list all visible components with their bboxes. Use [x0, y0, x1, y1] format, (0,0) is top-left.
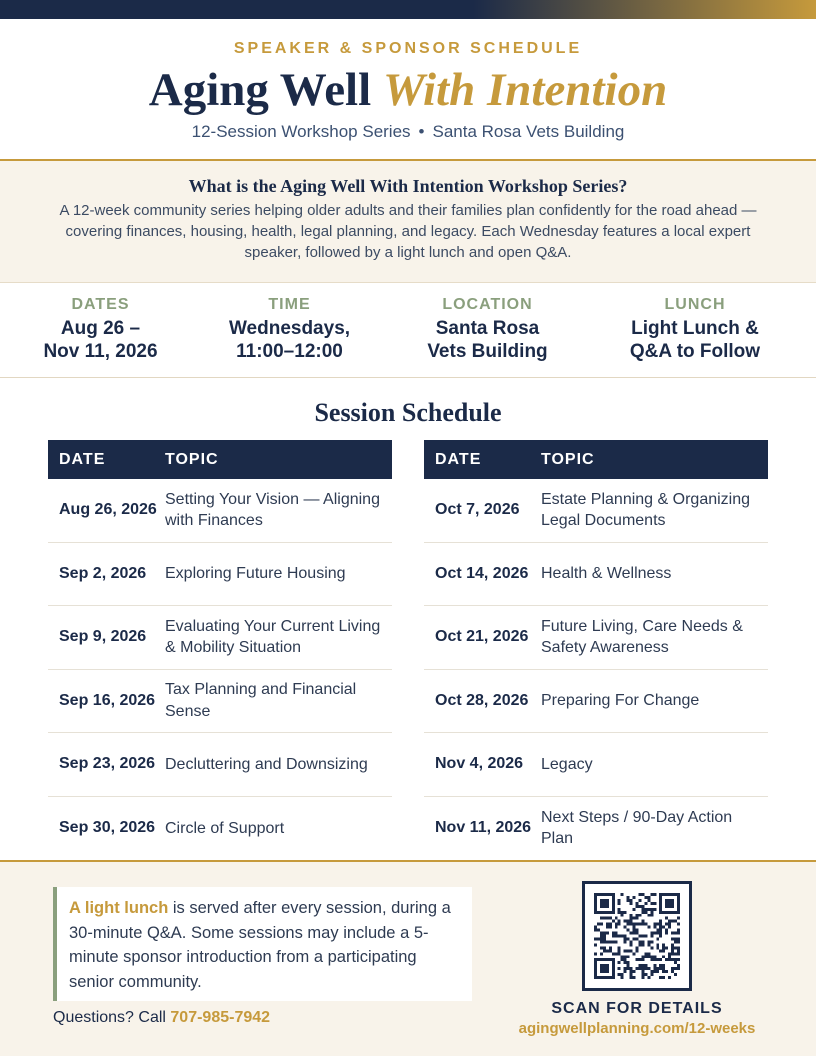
schedule-title: Session Schedule [314, 398, 502, 427]
table-row [48, 606, 392, 670]
session-topic: Setting Your Vision — Aligning with Finances [165, 490, 380, 530]
info-value-line: Q&A to Follow [629, 341, 761, 362]
session-topic: Legacy [541, 755, 593, 773]
session-date: Aug 26, 2026 [59, 501, 157, 519]
table-row [48, 670, 392, 734]
questions-label: Questions? Call [53, 1009, 171, 1026]
lunch-note-text: is served after every session, during a 30-minute Q&A. Some sessions may include a 5-minute sponsor introduction from a participating senior community. [69, 899, 451, 991]
info-value-line: Nov 11, 2026 [43, 341, 158, 362]
info-label: TIME [268, 296, 311, 313]
questions-line [53, 1009, 270, 1027]
info-label: DATES [71, 296, 130, 313]
session-date: Sep 2, 2026 [59, 564, 147, 582]
info-lunch [597, 283, 793, 377]
title-accent: With Intention [382, 64, 668, 116]
table-row [424, 670, 768, 734]
table-row [424, 543, 768, 607]
table-row [48, 797, 392, 861]
subtitle-separator: • [418, 122, 425, 141]
table-row [48, 543, 392, 607]
session-date: Oct 28, 2026 [435, 691, 529, 709]
info-dates [0, 283, 201, 377]
session-date: Sep 30, 2026 [59, 819, 156, 837]
page-title [0, 61, 816, 119]
session-date: Oct 21, 2026 [435, 628, 529, 646]
session-topic: Tax Planning and Financial Sense [165, 681, 357, 720]
info-time [201, 283, 378, 377]
subtitle-venue: Santa Rosa Vets Building [432, 122, 625, 141]
about-heading: What is the Aging Well With Intention Workshop Series? [188, 176, 628, 196]
session-topic: Future Living, Care Needs & Safety Awareness [541, 617, 743, 657]
session-topic: Estate Planning & Organizing Legal Documents [541, 490, 751, 530]
session-date: Nov 4, 2026 [435, 755, 524, 773]
session-date: Oct 7, 2026 [435, 501, 520, 519]
session-topic: Preparing For Change [541, 692, 700, 709]
session-topic: Exploring Future Housing [165, 565, 346, 582]
page-header [0, 19, 816, 160]
page-footer [0, 860, 816, 1056]
info-value-line: Wednesdays, [228, 318, 351, 339]
phone-link[interactable]: 707-985-7942 [170, 1009, 271, 1026]
session-date: Oct 14, 2026 [435, 564, 529, 582]
subtitle-series: 12-Session Workshop Series [191, 122, 411, 141]
qr-code-graphic [594, 893, 680, 979]
table-row [48, 479, 392, 543]
table-header [424, 440, 768, 479]
session-date: Sep 23, 2026 [59, 755, 156, 773]
info-location [378, 283, 597, 377]
lunch-note [53, 887, 472, 1001]
scan-label: SCAN FOR DETAILS [551, 1000, 723, 1017]
schedule-table-right [424, 440, 768, 860]
col-date-header: DATE [435, 450, 482, 468]
session-topic: Circle of Support [165, 819, 285, 837]
info-value-line: Aug 26 – [60, 318, 141, 339]
session-topic: Decluttering and Downsizing [165, 755, 368, 773]
col-topic-header: TOPIC [541, 450, 595, 468]
page-subtitle [0, 122, 816, 142]
session-date: Sep 9, 2026 [59, 628, 147, 646]
about-body: A 12-week community series helping older adults and their families plan confidently for the road ahead — covering finances, housing, health, legal planning, and legacy. Each Wednesday features a local expert speaker, followed by a light lunch and open Q&A. [59, 202, 757, 261]
info-value [597, 317, 793, 363]
info-value-line: Vets Building [427, 341, 548, 362]
info-value [201, 317, 378, 363]
col-topic-header: TOPIC [165, 450, 219, 468]
session-topic: Next Steps / 90-Day Action Plan [541, 808, 733, 848]
website-link[interactable]: agingwellplanning.com/12-weeks [518, 1020, 756, 1037]
info-label: LOCATION [442, 296, 533, 313]
table-row [424, 797, 768, 861]
schedule-table-left [48, 440, 392, 860]
info-strip [0, 283, 816, 378]
qr-code-icon[interactable] [582, 881, 692, 991]
top-accent-bar [0, 0, 816, 19]
about-section [0, 159, 816, 283]
table-row [424, 733, 768, 797]
info-label: LUNCH [664, 296, 726, 313]
col-date-header: DATE [59, 450, 106, 468]
table-header [48, 440, 392, 479]
session-topic: Health & Wellness [541, 565, 672, 582]
info-value-line: 11:00–12:00 [236, 341, 343, 362]
info-value-line: Santa Rosa [435, 318, 540, 339]
eyebrow-label: SPEAKER & SPONSOR SCHEDULE [233, 40, 583, 57]
session-date: Nov 11, 2026 [435, 819, 532, 837]
info-value [0, 317, 201, 363]
table-row [424, 606, 768, 670]
title-main: Aging Well [148, 64, 383, 116]
table-row [424, 479, 768, 543]
info-value [378, 317, 597, 363]
session-topic: Evaluating Your Current Living & Mobility Situation [165, 617, 381, 657]
session-date: Sep 16, 2026 [59, 691, 156, 709]
table-row [48, 733, 392, 797]
lunch-note-highlight: A light lunch [69, 899, 169, 917]
info-value-line: Light Lunch & [631, 318, 759, 339]
